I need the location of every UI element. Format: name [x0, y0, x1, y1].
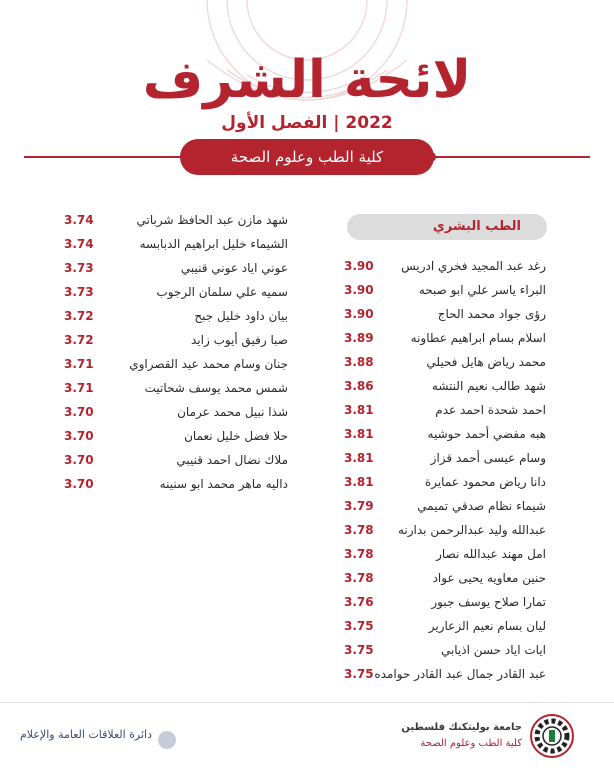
student-name: سميه علي سلمان الرجوب — [156, 285, 288, 299]
page-title: لائحة الشرف — [142, 50, 472, 110]
student-score: 3.79 — [344, 499, 374, 513]
list-item — [344, 566, 546, 590]
student-score: 3.72 — [64, 333, 94, 347]
list-item — [344, 470, 546, 494]
student-score: 3.78 — [344, 571, 374, 585]
student-name: ليان بسام نعيم الزعارير — [428, 619, 546, 633]
university-name: جامعة بوليتكنك فلسطين — [401, 722, 522, 733]
divider-left — [24, 156, 184, 158]
section-label: الطب البشري — [347, 214, 547, 240]
list-item — [344, 662, 546, 686]
student-name: ايات اياد حسن اذيابي — [440, 643, 546, 657]
student-score: 3.78 — [344, 547, 374, 561]
list-item — [344, 302, 546, 326]
list-item — [344, 326, 546, 350]
list-item — [64, 376, 288, 400]
student-score: 3.70 — [64, 477, 94, 491]
student-score: 3.81 — [344, 475, 374, 489]
student-score: 3.74 — [64, 213, 94, 227]
student-name: عبد القادر جمال عبد القادر حوامده — [374, 667, 546, 681]
student-score: 3.70 — [64, 405, 94, 419]
student-name: عبدالله وليد عبدالرحمن بدارنه — [397, 523, 546, 537]
student-name: اسلام بسام ابراهيم عطاونه — [410, 331, 546, 345]
student-name: تمارا صلاح يوسف جبور — [431, 595, 546, 609]
student-name: شيماء نظام صدقي تميمي — [417, 499, 546, 513]
student-name: صبا رفيق أيوب زايد — [190, 333, 288, 347]
list-item — [64, 256, 288, 280]
student-score: 3.74 — [64, 237, 94, 251]
student-score: 3.89 — [344, 331, 374, 345]
list-item — [64, 424, 288, 448]
student-score: 3.90 — [344, 259, 374, 273]
student-score: 3.88 — [344, 355, 374, 369]
student-name: دانا رياض محمود عمايرة — [424, 475, 546, 489]
student-score: 3.73 — [64, 261, 94, 275]
student-score: 3.75 — [344, 667, 374, 681]
student-name: شهد طالب نعيم النتشه — [431, 379, 546, 393]
footer-divider — [0, 702, 614, 703]
list-item — [64, 328, 288, 352]
list-item — [64, 232, 288, 256]
list-item — [64, 472, 288, 496]
list-item — [344, 494, 546, 518]
list-item — [344, 614, 546, 638]
student-name: محمد رياض هايل فحيلي — [426, 355, 546, 369]
student-name: جنان وسام محمد عيد القصراوي — [129, 357, 288, 371]
list-item — [64, 352, 288, 376]
student-name: شهد مازن عبد الحافظ شرباتي — [136, 213, 288, 227]
student-name: وسام عيسى أحمد قزاز — [430, 451, 546, 465]
list-item — [344, 518, 546, 542]
student-name: عوني اياد عوني قنيبي — [180, 261, 288, 275]
list-item — [64, 304, 288, 328]
list-item — [344, 254, 546, 278]
student-score: 3.75 — [344, 643, 374, 657]
list-item — [64, 208, 288, 232]
student-name: حنين معاويه يحيى عواد — [432, 571, 546, 585]
list-item — [344, 590, 546, 614]
list-item — [344, 422, 546, 446]
student-name: الشيماء خليل ابراهيم الدبابسه — [139, 237, 288, 251]
student-name: ملاك نضال احمد قنيبي — [176, 453, 288, 467]
student-name: شمس محمد يوسف شحاتيت — [144, 381, 288, 395]
student-name: شذا نبيل محمد عرمان — [177, 405, 288, 419]
student-score: 3.72 — [64, 309, 94, 323]
student-score: 3.81 — [344, 427, 374, 441]
list-item — [64, 400, 288, 424]
list-item — [344, 374, 546, 398]
list-item — [344, 398, 546, 422]
university-college: كلية الطب وعلوم الصحة — [420, 738, 522, 749]
divider-right — [430, 156, 590, 158]
student-name: رغد عبد المجيد فخري ادريس — [401, 259, 546, 273]
student-name: حلا فضل خليل نعمان — [184, 429, 288, 443]
department-name: دائرة العلاقات العامة والإعلام — [20, 728, 153, 741]
student-score: 3.71 — [64, 357, 94, 371]
student-name: البراء ياسر علي ابو صبحه — [418, 283, 546, 297]
student-score: 3.71 — [64, 381, 94, 395]
student-name: هبه مفضي أحمد حوشيه — [427, 427, 546, 441]
student-score: 3.81 — [344, 451, 374, 465]
page-subtitle: 2022 | الفصل الأول — [221, 113, 393, 133]
list-item — [64, 448, 288, 472]
list-item — [344, 350, 546, 374]
student-score: 3.78 — [344, 523, 374, 537]
list-item — [344, 446, 546, 470]
student-score: 3.81 — [344, 403, 374, 417]
student-score: 3.75 — [344, 619, 374, 633]
list-item — [344, 542, 546, 566]
student-score: 3.90 — [344, 283, 374, 297]
student-name: بيان داود خليل جبح — [194, 309, 288, 323]
student-score: 3.70 — [64, 429, 94, 443]
student-name: امل مهند عبدالله نصار — [436, 547, 546, 561]
honor-list-left — [64, 208, 288, 496]
list-item — [344, 638, 546, 662]
college-banner: كلية الطب وعلوم الصحة — [180, 139, 434, 175]
list-item — [344, 278, 546, 302]
student-score: 3.90 — [344, 307, 374, 321]
student-score: 3.86 — [344, 379, 374, 393]
student-name: داليه ماهر محمد ابو سنينه — [159, 477, 288, 491]
university-logo-icon — [528, 712, 576, 760]
student-score: 3.70 — [64, 453, 94, 467]
student-name: رؤى جواد محمد الحاج — [437, 307, 546, 321]
student-name: احمد شحدة احمد عدم — [435, 403, 546, 417]
student-score: 3.73 — [64, 285, 94, 299]
list-item — [64, 280, 288, 304]
honor-list-right — [344, 254, 546, 686]
student-score: 3.76 — [344, 595, 374, 609]
